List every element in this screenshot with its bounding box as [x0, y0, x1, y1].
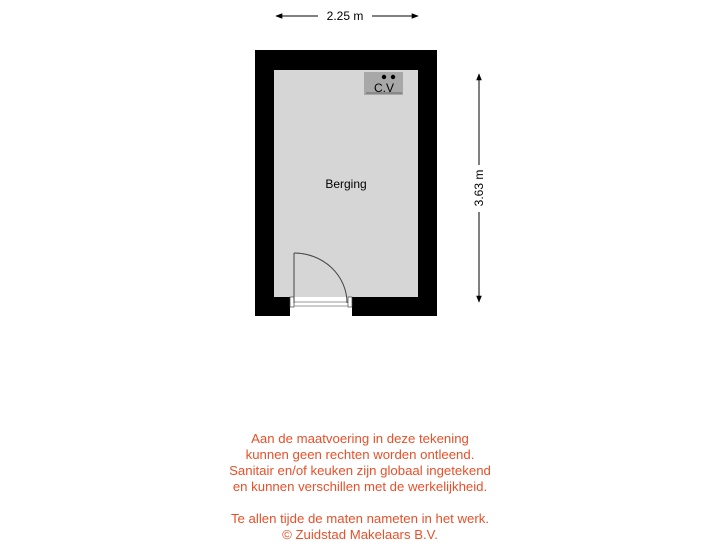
- disclaimer-line: Aan de maatvoering in deze tekening: [251, 431, 469, 446]
- disclaimer-line: en kunnen verschillen met de werkelijkheid.: [232, 479, 488, 494]
- height-dimension: [472, 74, 486, 302]
- height-label: 3.63 m: [472, 169, 486, 207]
- width-label: 2.25 m: [326, 9, 364, 23]
- boiler-label: C.V: [373, 81, 395, 95]
- width-dimension: [276, 9, 418, 23]
- disclaimer-footer-line: Te allen tijde de maten nameten in het werk.: [230, 511, 490, 526]
- boiler: [364, 72, 403, 95]
- disclaimer-line: Sanitair en/of keuken zijn globaal ingetekend: [229, 463, 491, 478]
- copyright: © Zuidstad Makelaars B.V.: [282, 527, 438, 542]
- disclaimer-line: kunnen geen rechten worden ontleend.: [245, 447, 475, 462]
- disclaimer: [180, 431, 540, 543]
- room-label: Berging: [325, 177, 367, 191]
